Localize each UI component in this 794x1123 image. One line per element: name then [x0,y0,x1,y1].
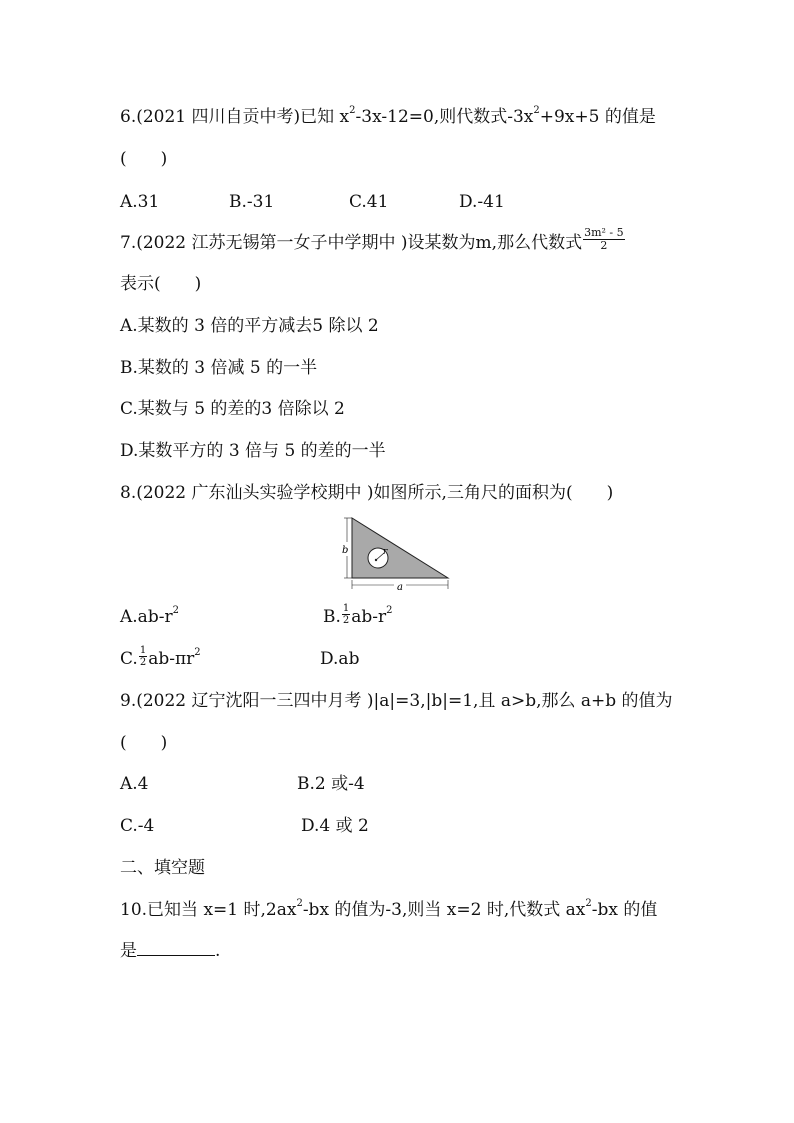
q6-exponent-1: 2 [349,105,356,117]
q10-line2-period: . [215,941,221,961]
q8-option-c-exponent: 2 [194,647,201,659]
triangle-shape [352,518,448,578]
label-b: b [342,545,349,556]
q9-answer-paren: ( ) [120,733,168,753]
q9-option-c[interactable]: C.-4 [120,816,155,836]
q8-option-d[interactable]: D.ab [320,649,360,669]
q8-option-c-fraction [139,645,147,668]
q10-stem-line2 [120,939,220,963]
q8-option-b-numerator: 1 [342,603,350,614]
q7-fraction [583,227,625,252]
q7-fraction-denominator: 2 [600,239,608,252]
q9-option-b[interactable]: B.2 或-4 [297,774,365,794]
q10-exponent-1: 2 [296,898,303,910]
q7-stem-line2: 表示( ) [120,274,202,294]
q10-stem [120,898,657,922]
q6-exponent-2: 2 [533,105,540,117]
q6-stem-part3: +9x+5 的值是 [539,107,656,127]
q6-stem-part1: 6.(2021 四川自贡中考)已知 x [120,107,350,127]
q10-stem-part3: -bx 的值 [591,900,658,920]
q6-option-b[interactable]: B.-31 [229,192,275,212]
q8-option-c-prefix: C. [120,649,138,669]
q6-stem [120,105,656,129]
q8-option-a[interactable] [120,605,179,629]
q6-option-d[interactable]: D.-41 [459,192,505,212]
q8-option-b-prefix: B. [323,607,341,627]
q8-stem: 8.(2022 广东汕头实验学校期中 )如图所示,三角尺的面积为( ) [120,483,614,503]
q10-stem-part2: -bx 的值为-3,则当 x=2 时,代数式 ax [302,900,586,920]
q8-option-c-denominator: 2 [139,657,147,668]
q7-option-a[interactable]: A.某数的 3 倍的平方减去5 除以 2 [120,316,379,336]
q6-stem-part2: -3x-12=0,则代数式-3x [355,107,534,127]
q10-exponent-2: 2 [585,898,592,910]
q8-option-b[interactable] [323,605,393,629]
label-r: r [383,547,388,557]
q8-option-b-exponent: 2 [386,605,393,617]
q10-line2-prefix: 是 [120,941,137,961]
section-fill-in-blank-title: 二、填空题 [120,858,205,878]
q8-option-c-numerator: 1 [139,645,147,656]
q6-answer-paren: ( ) [120,149,168,169]
q8-option-b-denominator: 2 [342,615,350,626]
q8-option-b-text: ab-r [351,607,387,627]
q7-stem-text: 7.(2022 江苏无锡第一女子中学期中 )设某数为m,那么代数式 [120,233,583,253]
triangle-ruler-figure [338,514,454,594]
q7-fraction-numerator: 3m² - 5 [584,226,624,239]
q10-stem-part1: 10.已知当 x=1 时,2ax [120,900,297,920]
q7-stem [120,226,626,256]
q9-stem: 9.(2022 辽宁沈阳一三四中月考 )|a|=3,|b|=1,且 a>b,那么 a+b 的值为 [120,691,673,711]
q8-option-b-fraction [342,603,350,626]
q6-option-a[interactable]: A.31 [120,192,160,212]
q8-option-a-exponent: 2 [172,605,179,617]
q10-answer-blank[interactable] [137,939,215,956]
q9-option-a[interactable]: A.4 [120,774,149,794]
q7-option-d[interactable]: D.某数平方的 3 倍与 5 的差的一半 [120,441,386,461]
q8-option-c[interactable] [120,647,201,671]
q8-option-a-text: A.ab-r [120,607,173,627]
q7-option-b[interactable]: B.某数的 3 倍减 5 的一半 [120,358,318,378]
q7-option-c[interactable]: C.某数与 5 的差的3 倍除以 2 [120,399,345,419]
label-a: a [397,582,403,593]
q8-option-c-text: ab-πr [148,649,195,669]
q6-option-c[interactable]: C.41 [349,192,389,212]
q9-option-d[interactable]: D.4 或 2 [301,816,369,836]
